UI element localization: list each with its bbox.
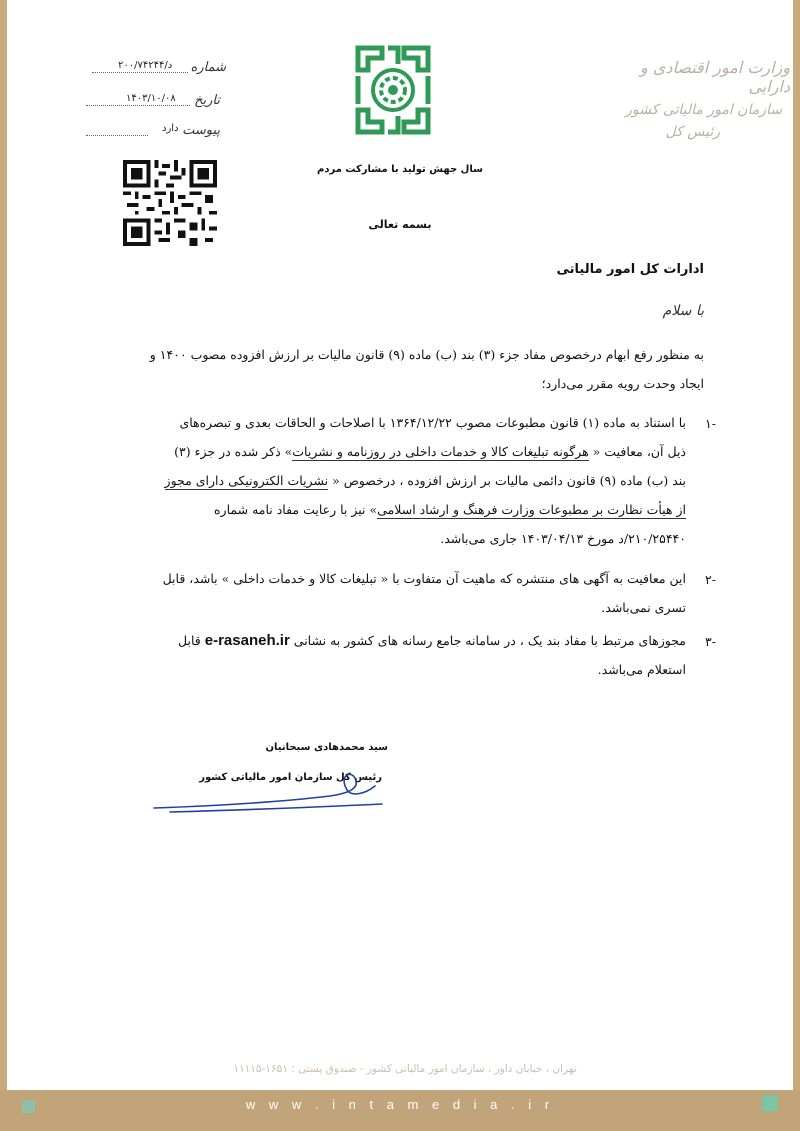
head-title: رئیس کل [665,124,720,140]
footer-website: w w w . i n t a m e d i a . i r [245,1097,555,1112]
item-1-line-4: از هیأت نظارت بر مطبوعات وزارت فرهنگ و ارشاد اسلامی» نیز با رعایت مفاد نامه شماره [214,502,686,517]
item-1-underlined-phrase-1: هرگونه تبلیغات کالا و خدمات داخلی در روزنامه و نشریات [292,444,589,459]
item-3-number: -۳ [705,634,716,649]
item-3-line-2: استعلام می‌باشد. [597,662,686,677]
item-1-underlined-phrase-2: نشریات الکترونیکی دارای مجوز [164,473,329,488]
tax-organization-logo [352,44,434,136]
item-1-line-2: ذیل آن، معافیت « هرگونه تبلیغات کالا و خدمات داخلی در روزنامه و نشریات» ذکر شده در جزء (۳) [174,444,686,459]
recipient-heading: ادارات کل امور مالیاتی [556,262,704,277]
handwritten-signature [150,768,390,818]
attachment-row [86,123,220,143]
intro-line-2: ایجاد وحدت رویه مقرر می‌دارد؛ [541,376,704,391]
footer-square-left [22,1100,35,1113]
date-value: ۱۴۰۳/۱۰/۰۸ [126,93,176,104]
footer-square-right [762,1095,778,1111]
footer-address: تهران ، خیابان داور ، سازمان امور مالیاتی کشور - صندوق پستی : ۱۶۵۱-۱۱۱۱۵ [233,1063,577,1075]
item-2-line-1: این معافیت به آگهی های منتشره که ماهیت آن متفاوت با « تبلیغات کالا و خدمات داخلی » باشد، قابل [162,571,686,586]
signer-name: سید محمدهادی سبحانیان [265,742,388,753]
year-slogan: سال جهش تولید با مشارکت مردم [317,164,483,175]
organization-name: سازمان امور مالیاتی کشور [625,102,782,118]
item-3-line-1: مجوزهای مرتبط با مفاد بند یک ، در سامانه جامع رسانه های کشور به نشانی e-rasaneh.ir قابل [178,632,686,649]
letter-date-row [86,93,220,113]
item-1-line-1: با استناد به ماده (۱) قانون مطبوعات مصوب ۱۳۶۴/۱۲/۲۲ با اصلاحات و الحاقات بعدی و تبصره‌های [179,415,686,430]
item-3-paragraph [98,626,686,684]
greeting: با سلام [662,303,704,319]
qr-code [122,160,218,246]
item-2-line-2: تسری نمی‌باشد. [601,600,686,615]
item-1-paragraph [98,408,686,553]
date-label: تاریخ [194,93,220,108]
item-1-underlined-phrase-3: از هیأت نظارت بر مطبوعات وزارت فرهنگ و ارشاد اسلامی [377,502,686,517]
intro-line-1: به منظور رفع ابهام درخصوص مفاد جزء (۳) بند (ب) ماده (۹) قانون مالیات بر ارزش افزوده مصوب ۱۴۰۰ و [149,347,704,362]
besmeh-title: بسمه تعالی [368,218,432,231]
item-2-paragraph [98,564,686,622]
attachment-value: دارد [162,123,179,134]
rasaneh-link[interactable]: e-rasaneh.ir [204,632,290,649]
item-1-number: -۱ [705,416,716,431]
letter-number-row [92,60,226,80]
number-label: شماره [190,60,226,75]
ministry-name: وزارت امور اقتصادی و دارایی [640,58,790,96]
ministry-header [600,58,790,140]
intro-paragraph [98,340,704,398]
item-1-line-3: بند (ب) ماده (۹) قانون دائمی مالیات بر ارزش افزوده ، درخصوص « نشریات الکترونیکی دارای مجوز [164,473,686,488]
signer-title: رئیس کل سازمان امور مالیاتی کشور [199,772,382,783]
item-1-line-5: ۲۱۰/۲۵۴۴۰/د مورخ ۱۴۰۳/۰۴/۱۳ جاری می‌باشد. [440,531,686,546]
number-value: د/۲۰۰/۷۴۲۴۴ [118,60,173,71]
attachment-label: پیوست [182,123,220,138]
item-2-number: -۲ [705,572,716,587]
